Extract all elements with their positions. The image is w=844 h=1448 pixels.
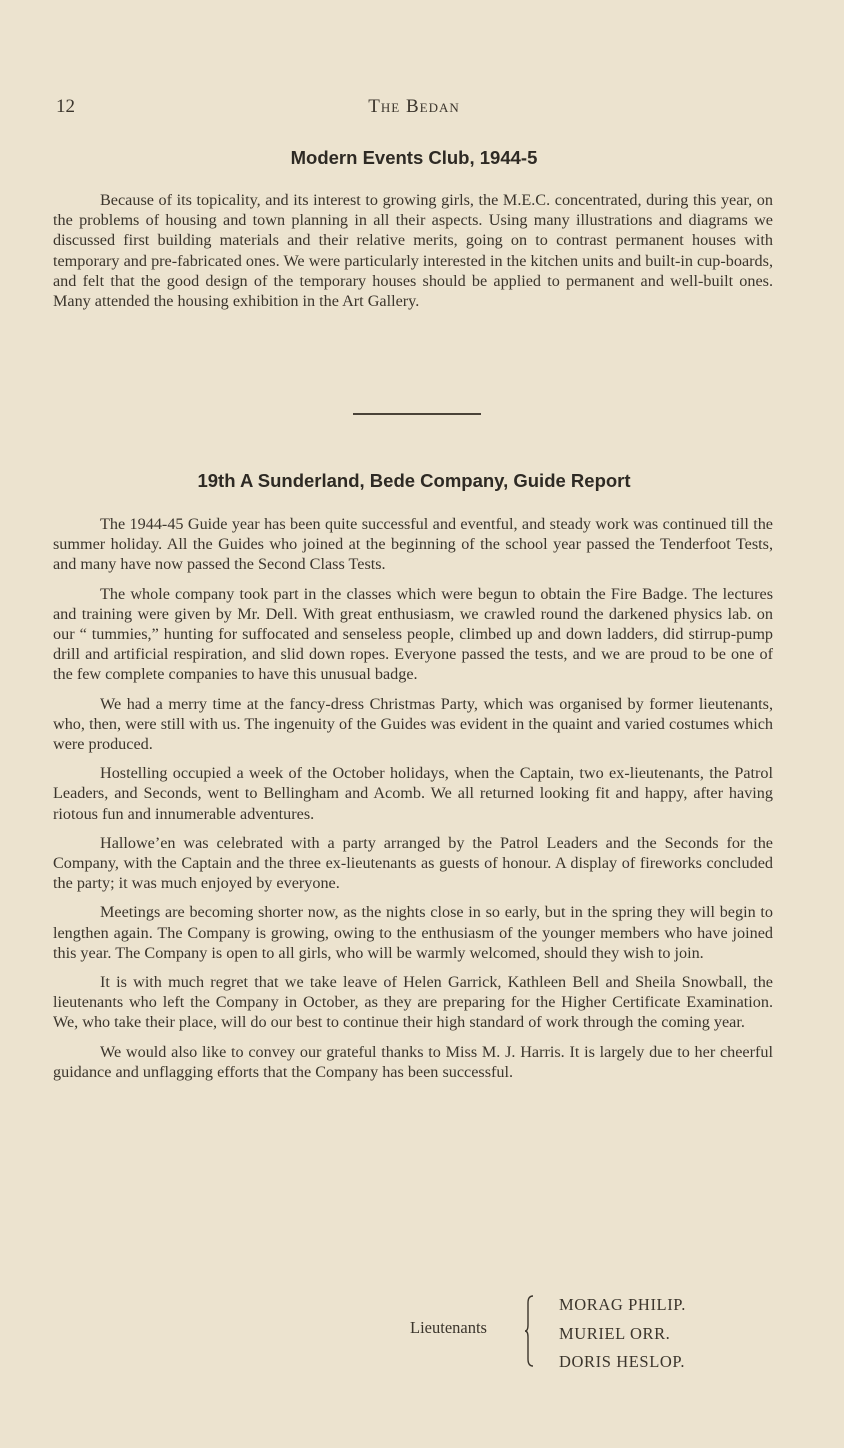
paragraph: It is with much regret that we take leave of Helen Garrick, Kathleen Bell and Sheila Snowball, the lieutenants who left the Company in October, as they are preparing for the Higher Certificate Examination. We, who take their place, will do our best to continue their high standard of work through the coming year. — [53, 973, 773, 1032]
running-title: The Bedan — [368, 96, 460, 117]
section-body-modern-events-club — [53, 190, 773, 320]
paragraph: Meetings are becoming shorter now, as the nights close in so early, but in the spring they will begin to lengthen again. The Company is growing, owing to the enthusiasm of the younger members who have joined this year. The Company is open to all girls, who will be warmly welcomed, should they wish to join. — [53, 903, 773, 962]
section-divider — [353, 413, 481, 415]
page-header — [56, 96, 772, 120]
paragraph: The 1944-45 Guide year has been quite successful and eventful, and steady work was continued till the summer holiday. All the Guides who joined at the beginning of the school year passed the Tenderfoot Tests, and many have now passed the Second Class Tests. — [53, 515, 773, 574]
section-title-modern-events-club: Modern Events Club, 1944-5 — [290, 147, 538, 168]
signature-name: MORAG PHILIP. — [559, 1295, 686, 1314]
paragraph: Hostelling occupied a week of the October holidays, when the Captain, two ex-lieutenants, the Patrol Leaders, and Seconds, went to Bellingham and Acomb. We all returned looking fit and happy, after having riotous fun and innumerable adventures. — [53, 764, 773, 823]
signature-name: DORIS HESLOP. — [559, 1352, 686, 1371]
paragraph: Because of its topicality, and its interest to growing girls, the M.E.C. concentrated, during this year, on the problems of housing and town planning in all their aspects. Using many illustrations and diagrams we discussed first building materials and their relative merits, going on to contrast permanent houses with temporary and pre-fabricated ones. We were particularly interested in the kitchen units and built-in cup-boards, and felt that the good design of the temporary houses should be applied to permanent and well-built ones. Many attended the housing exhibition in the Art Gallery. — [53, 191, 773, 311]
paragraph: We had a merry time at the fancy-dress Christmas Party, which was organised by former lieutenants, who, then, were still with us. The ingenuity of the Guides was evident in the quaint and varied costumes which were produced. — [53, 694, 773, 754]
signature-name: MURIEL ORR. — [559, 1323, 671, 1343]
page-number: 12 — [56, 96, 75, 117]
signature-role: Lieutenants — [410, 1318, 487, 1337]
paragraph: The whole company took part in the classes which were begun to obtain the Fire Badge. The lectures and training were given by Mr. Dell. With great enthusiasm, we crawled round the darkened physics lab. on our “ tummies,” hunting for suffocated and senseless people, climbed up and down ladders, did stirrup-pump drill and artificial respiration, and slid down ropes. Everyone passed the tests, and we are proud to be one of the few complete companies to have this unusual badge. — [53, 584, 773, 684]
section-title-guide-report: 19th A Sunderland, Bede Company, Guide Report — [197, 470, 631, 491]
signature-names — [559, 1291, 686, 1377]
section-body-guide-report — [53, 514, 773, 1091]
paragraph: We would also like to convey our grateful thanks to Miss M. J. Harris. It is largely due to her cheerful guidance and unflagging efforts that the Company has been successful. — [53, 1042, 773, 1081]
curly-brace-icon — [525, 1295, 535, 1367]
paragraph: Hallowe’en was celebrated with a party arranged by the Patrol Leaders and the Seconds for the Company, with the Captain and the three ex-lieutenants as guests of honour. A display of fireworks concluded the party; it was much enjoyed by everyone. — [53, 833, 773, 893]
signature-block — [380, 1289, 780, 1379]
